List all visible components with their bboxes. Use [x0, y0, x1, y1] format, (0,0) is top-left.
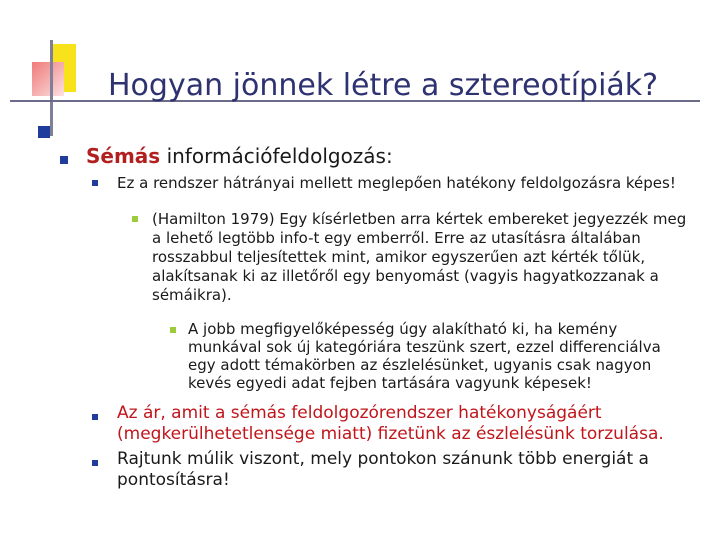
bullet-l2-2: [92, 414, 98, 420]
point-1-subsub: A jobb megfigyelőképesség úgy alakítható ki, ha kemény munkával sok új kategóriára teszünk szert, ezzel differenciálva egy adott témakörben az észlelésünket, ugyanis csak nagyon kevés egyedi adat fejben tartására vagyunk képesek!: [188, 320, 661, 392]
point-3: Rajtunk múlik viszont, mely pontokon szánunk több energiát a pontosításra!: [117, 449, 649, 490]
bullet-l2-3: [92, 460, 98, 466]
decor-vertical-line: [50, 40, 53, 136]
bullet-l3: [132, 216, 138, 222]
point-1-sub: (Hamilton 1979) Egy kísérletben arra kértek embereket jegyezzék meg a lehető legtöbb info-t egy emberről. Erre az utasításra általában rosszabbul teljesítettek mint, amikor egyszerűen azt kérték tőlük, alakítsanak ki az illetőről egy benyomást (vagyis hagyatkozzanak a sémáikra).: [152, 210, 687, 304]
decor-red-block: [32, 62, 64, 96]
slide-title: Hogyan jönnek létre a sztereotípiák?: [108, 68, 659, 103]
heading-bold: Sémás: [86, 144, 161, 168]
bullet-l4: [170, 327, 176, 333]
point-1: Ez a rendszer hátrányai mellett meglepően hatékony feldolgozásra képes!: [117, 174, 676, 192]
bullet-l1: [60, 156, 68, 164]
point-2: Az ár, amit a sémás feldolgozórendszer hatékonyságáért (megkerülhetetlensége miatt) fizetünk az észlelésünk torzulása.: [117, 403, 664, 444]
heading-rest: információfeldolgozás:: [160, 144, 393, 168]
bullet-l2-1: [92, 180, 98, 186]
decor-blue-square: [38, 126, 50, 138]
heading-point: [86, 144, 393, 168]
